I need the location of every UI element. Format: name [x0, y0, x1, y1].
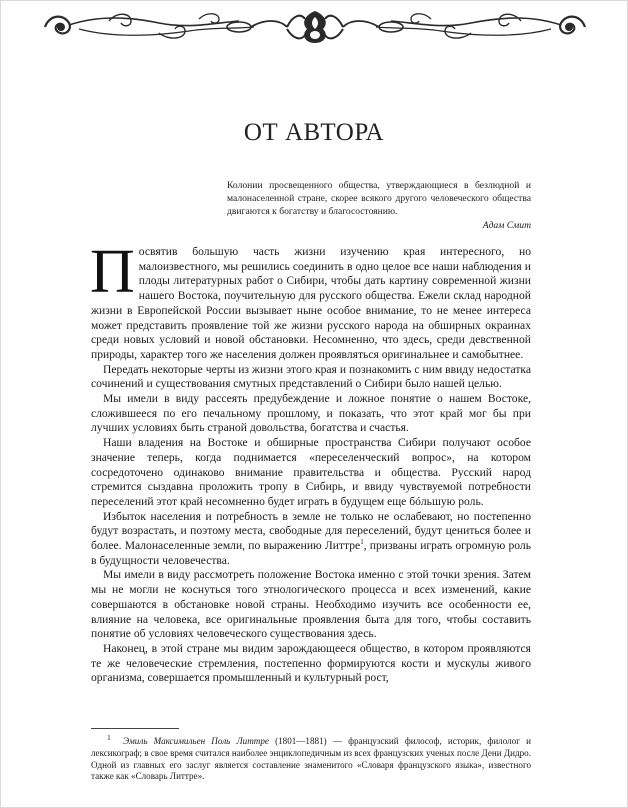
ornamental-header-vignette [39, 7, 591, 47]
main-text [90, 238, 531, 686]
footnote-text: (1801—1881) — французский философ, историк, филолог и лексикограф; в свое время считался наиболее энциклопедичным из всех французских ученых после Дени Дидро. Одной из главных его заслуг является составление знаменитого «Словаря французского языка», известного также как «Словарь Литтре». [91, 736, 532, 782]
paragraph: Наши владения на Востоке и обширные пространства Сибири получают особое значение теперь, когда поднимается «переселенческий вопрос», на котором сосредоточено одинаково внимание правительства и общества. Русский народ стремится сыздавна проложить тропу в Сибирь, и ввиду чувствуемой потребности переселений этот край несомненно будет играть в будущем еще бóльшую роль. [91, 436, 531, 508]
epigraph-text: Колонии просвещенного общества, утверждающиеся в безлюдной и малонаселенной стране, скорее всякого другого человеческого общества двигаются к богатству и благосостоянию. [227, 180, 531, 218]
epigraph-author: Адам Смит [482, 220, 531, 231]
drop-cap: П [90, 238, 135, 306]
paragraph [91, 510, 531, 569]
footnote-number: 1 [107, 733, 111, 742]
paragraph: Наконец, в этой стране мы видим зарождающееся общество, в котором проявляются те же человеческие стремления, постепенно формируются кости и мускулы живого организма, совершается промышленный и культурный рост, [91, 641, 531, 685]
paragraph: Мы имели в виду рассеять предубеждение и ложное понятие о нашем Востоке, сложившееся по его печальному прошлому, и показать, что этот край мог бы при лучших условиях быть страной довольства, богатства и счастья. [91, 392, 531, 435]
paragraph [90, 238, 531, 363]
footnote-divider [91, 728, 179, 729]
paragraph-text: освятив большую часть жизни изучению края интересного, но малоизвестного, мы решились соединить в одно целое все наши наблюдения и плоды литературных работ о Сибири, чтобы дать картину современной жизни нашего Востока, поучительную для русского общества. Ежели склад народной жизни в Европейской России вызывает ныне особое внимание, то не менее интереса может представить проявление той же жизни русского народа на обширных окраинах среди новых условий и новой обстановки. Несомненно, что здесь, среди девственной природы, характер того же населения должен проявляться оригинальнее и самобытнее. [91, 245, 531, 361]
chapter-title: ОТ АВТОРА [243, 119, 385, 146]
paragraph-text: Избыток населения и потребность в земле не только не ослабевают, но постепенно будут возрастать, и поэтому места, свободные для переселений, будут цениться более и более. Малонаселенные земли, по выражению Литтре [91, 509, 531, 553]
paragraph-text: , призваны играть огромную роль в будущности человечества. [91, 539, 531, 567]
footnote-reference[interactable]: 1 [360, 538, 364, 547]
footnote-paragraph [91, 732, 531, 783]
footnote [91, 732, 531, 783]
footnote-person-name: Эмиль Максимильен Поль Литтре [123, 736, 269, 747]
paragraph: Мы имели в виду рассмотреть положение Востока именно с этой точки зрения. Затем мы не могли не коснуться того этнологического процесса и всех изменений, какие совершаются в обстановке новой страны. Необходимо изучить все особенности ее, влияние на человека, все оригинальные проявления быта для того, чтобы составить понятие об условиях человеческого существования здесь. [91, 568, 531, 641]
paragraph: Передать некоторые черты из жизни этого края и познакомить с ним ввиду недостатка сочинений и существования смутных представлений о Сибири было нашей целью. [91, 362, 531, 391]
